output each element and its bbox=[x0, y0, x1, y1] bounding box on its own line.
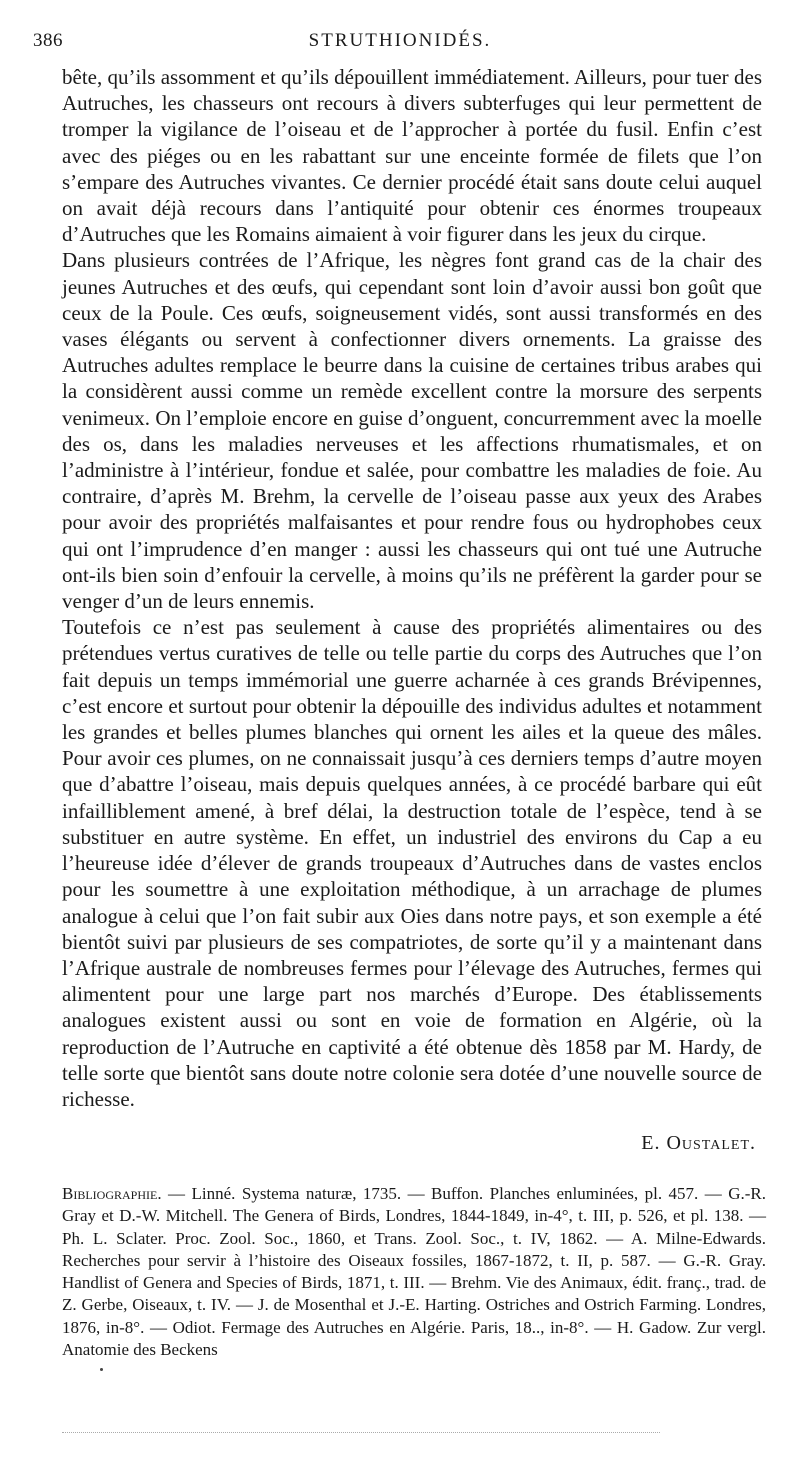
bottom-rule bbox=[62, 1432, 660, 1433]
page-number: 386 bbox=[33, 30, 63, 51]
author-initial: E. bbox=[641, 1132, 667, 1154]
paragraph: Dans plusieurs contrées de l’Afrique, les nègres font grand cas de la chair des jeunes Autruches et des œufs, qui cependant sont loin d’avoir aussi bon goût que ceux de la Poule. Ces œufs, soigneusement vidés, sont aussi transformés en des vases élégants ou servent à confectionner divers ornements. La graisse des Autruches adultes remplace le beurre dans la cuisine de certaines tribus arabes qui la considèrent aussi comme un remède excellent contre la morsure des serpents venimeux. On l’emploie encore en guise d’onguent, concurremment avec la moelle des os, dans les maladies nerveuses et les affections rhumatismales, et on l’administre à l’intérieur, fondue et salée, pour combattre les maladies de foie. Au contraire, d’après M. Brehm, la cervelle de l’oiseau passe aux yeux des Arabes pour avoir des propriétés malfaisantes et pour rendre fous ou hydrophobes ceux qui ont l’imprudence d’en manger : aussi les chasseurs qui ont tué une Autruche ont-ils bien soin d’enfouir la cervelle, à moins qu’ils ne préfèrent la garder pour se venger d’un de leurs ennemis. bbox=[62, 248, 762, 614]
ink-speck bbox=[100, 1368, 103, 1371]
bibliography-text: — Linné. Systema naturæ, 1735. — Buffon. Planches enluminées, pl. 457. — G.-R. Gray et D.-W. Mitchell. The Genera of Birds, Londres, 1844-1849, in-4°, t. III, p. 526, et pl. 138. — Ph. L. Sclater. Proc. Zool. Soc., 1860, et Trans. Zool. Soc., t. IV, 1862. — A. Milne-Edwards. Recherches pour servir à l’histoire des Oiseaux fossiles, 1867-1872, t. II, p. 587. — G.-R. Gray. Handlist of Genera and Species of Birds, 1871, t. III. — Brehm. Vie des Animaux, édit. franç., trad. de Z. Gerbe, Oiseaux, t. IV. — J. de Mosenthal et J.-E. Harting. Ostriches and Ostrich Farming. Londres, 1876, in-8°. — Odiot. Fermage des Autruches en Algérie. Paris, 18.., in-8°. — H. Gadow. Zur vergl. Anatomie des Beckens bbox=[62, 1184, 766, 1360]
article-body bbox=[62, 64, 762, 1112]
bibliography-label: Bibliographie. bbox=[62, 1184, 162, 1203]
bibliography bbox=[62, 1183, 766, 1361]
author-signature bbox=[641, 1132, 756, 1155]
author-surname: Oustalet. bbox=[666, 1132, 756, 1154]
paragraph: Toutefois ce n’est pas seulement à cause des propriétés alimentaires ou des prétendues vertus curatives de telle ou telle partie du corps des Autruches que l’on fait depuis un temps immémorial une guerre acharnée à ces grands Brévipennes, c’est encore et surtout pour obtenir la dépouille des individus adultes et notamment les grandes et belles plumes blanches qui ornent les ailes et la queue des mâles. Pour avoir ces plumes, on ne connaissait jusqu’à ces derniers temps d’autre moyen que d’abattre l’oiseau, mais depuis quelques années, à ce procédé barbare qui eût infailliblement amené, à bref délai, la destruction totale de l’espèce, tend à se substituer en autre système. En effet, un industriel des environs du Cap a eu l’heureuse idée d’élever de grands troupeaux d’Autruches dans de vastes enclos pour les soumettre à une exploitation méthodique, à un arrachage de plumes analogue à celui que l’on fait subir aux Oies dans notre pays, et son exemple a été bientôt suivi par plusieurs de ses compatriotes, de sorte qu’il y a maintenant dans l’Afrique australe de nombreuses fermes pour l’élevage des Autruches, fermes qui alimentent pour une large part nos marchés d’Europe. Des établissements analogues existent aussi ou sont en voie de formation en Algérie, où la reproduction de l’Autruche en captivité a été obtenue dès 1858 par M. Hardy, de telle sorte que bientôt sans doute notre colonie sera dotée d’une nouvelle source de richesse. bbox=[62, 615, 762, 1111]
paragraph: bête, qu’ils assomment et qu’ils dépouillent immédiatement. Ailleurs, pour tuer des Autruches, les chasseurs ont recours à divers subterfuges qui leur permettent de tromper la vigilance de l’oiseau et de l’approcher à portée du fusil. Enfin c’est avec des piéges ou en les rabattant sur une enceinte formée de filets que l’on s’empare des Autruches vivantes. Ce dernier procédé était sans doute celui auquel on avait déjà recours dans l’antiquité pour obtenir ces énormes troupeaux d’Autruches que les Romains aimaient à voir figurer dans les jeux du cirque. bbox=[62, 65, 762, 247]
running-title: STRUTHIONIDÉS. bbox=[308, 30, 492, 51]
